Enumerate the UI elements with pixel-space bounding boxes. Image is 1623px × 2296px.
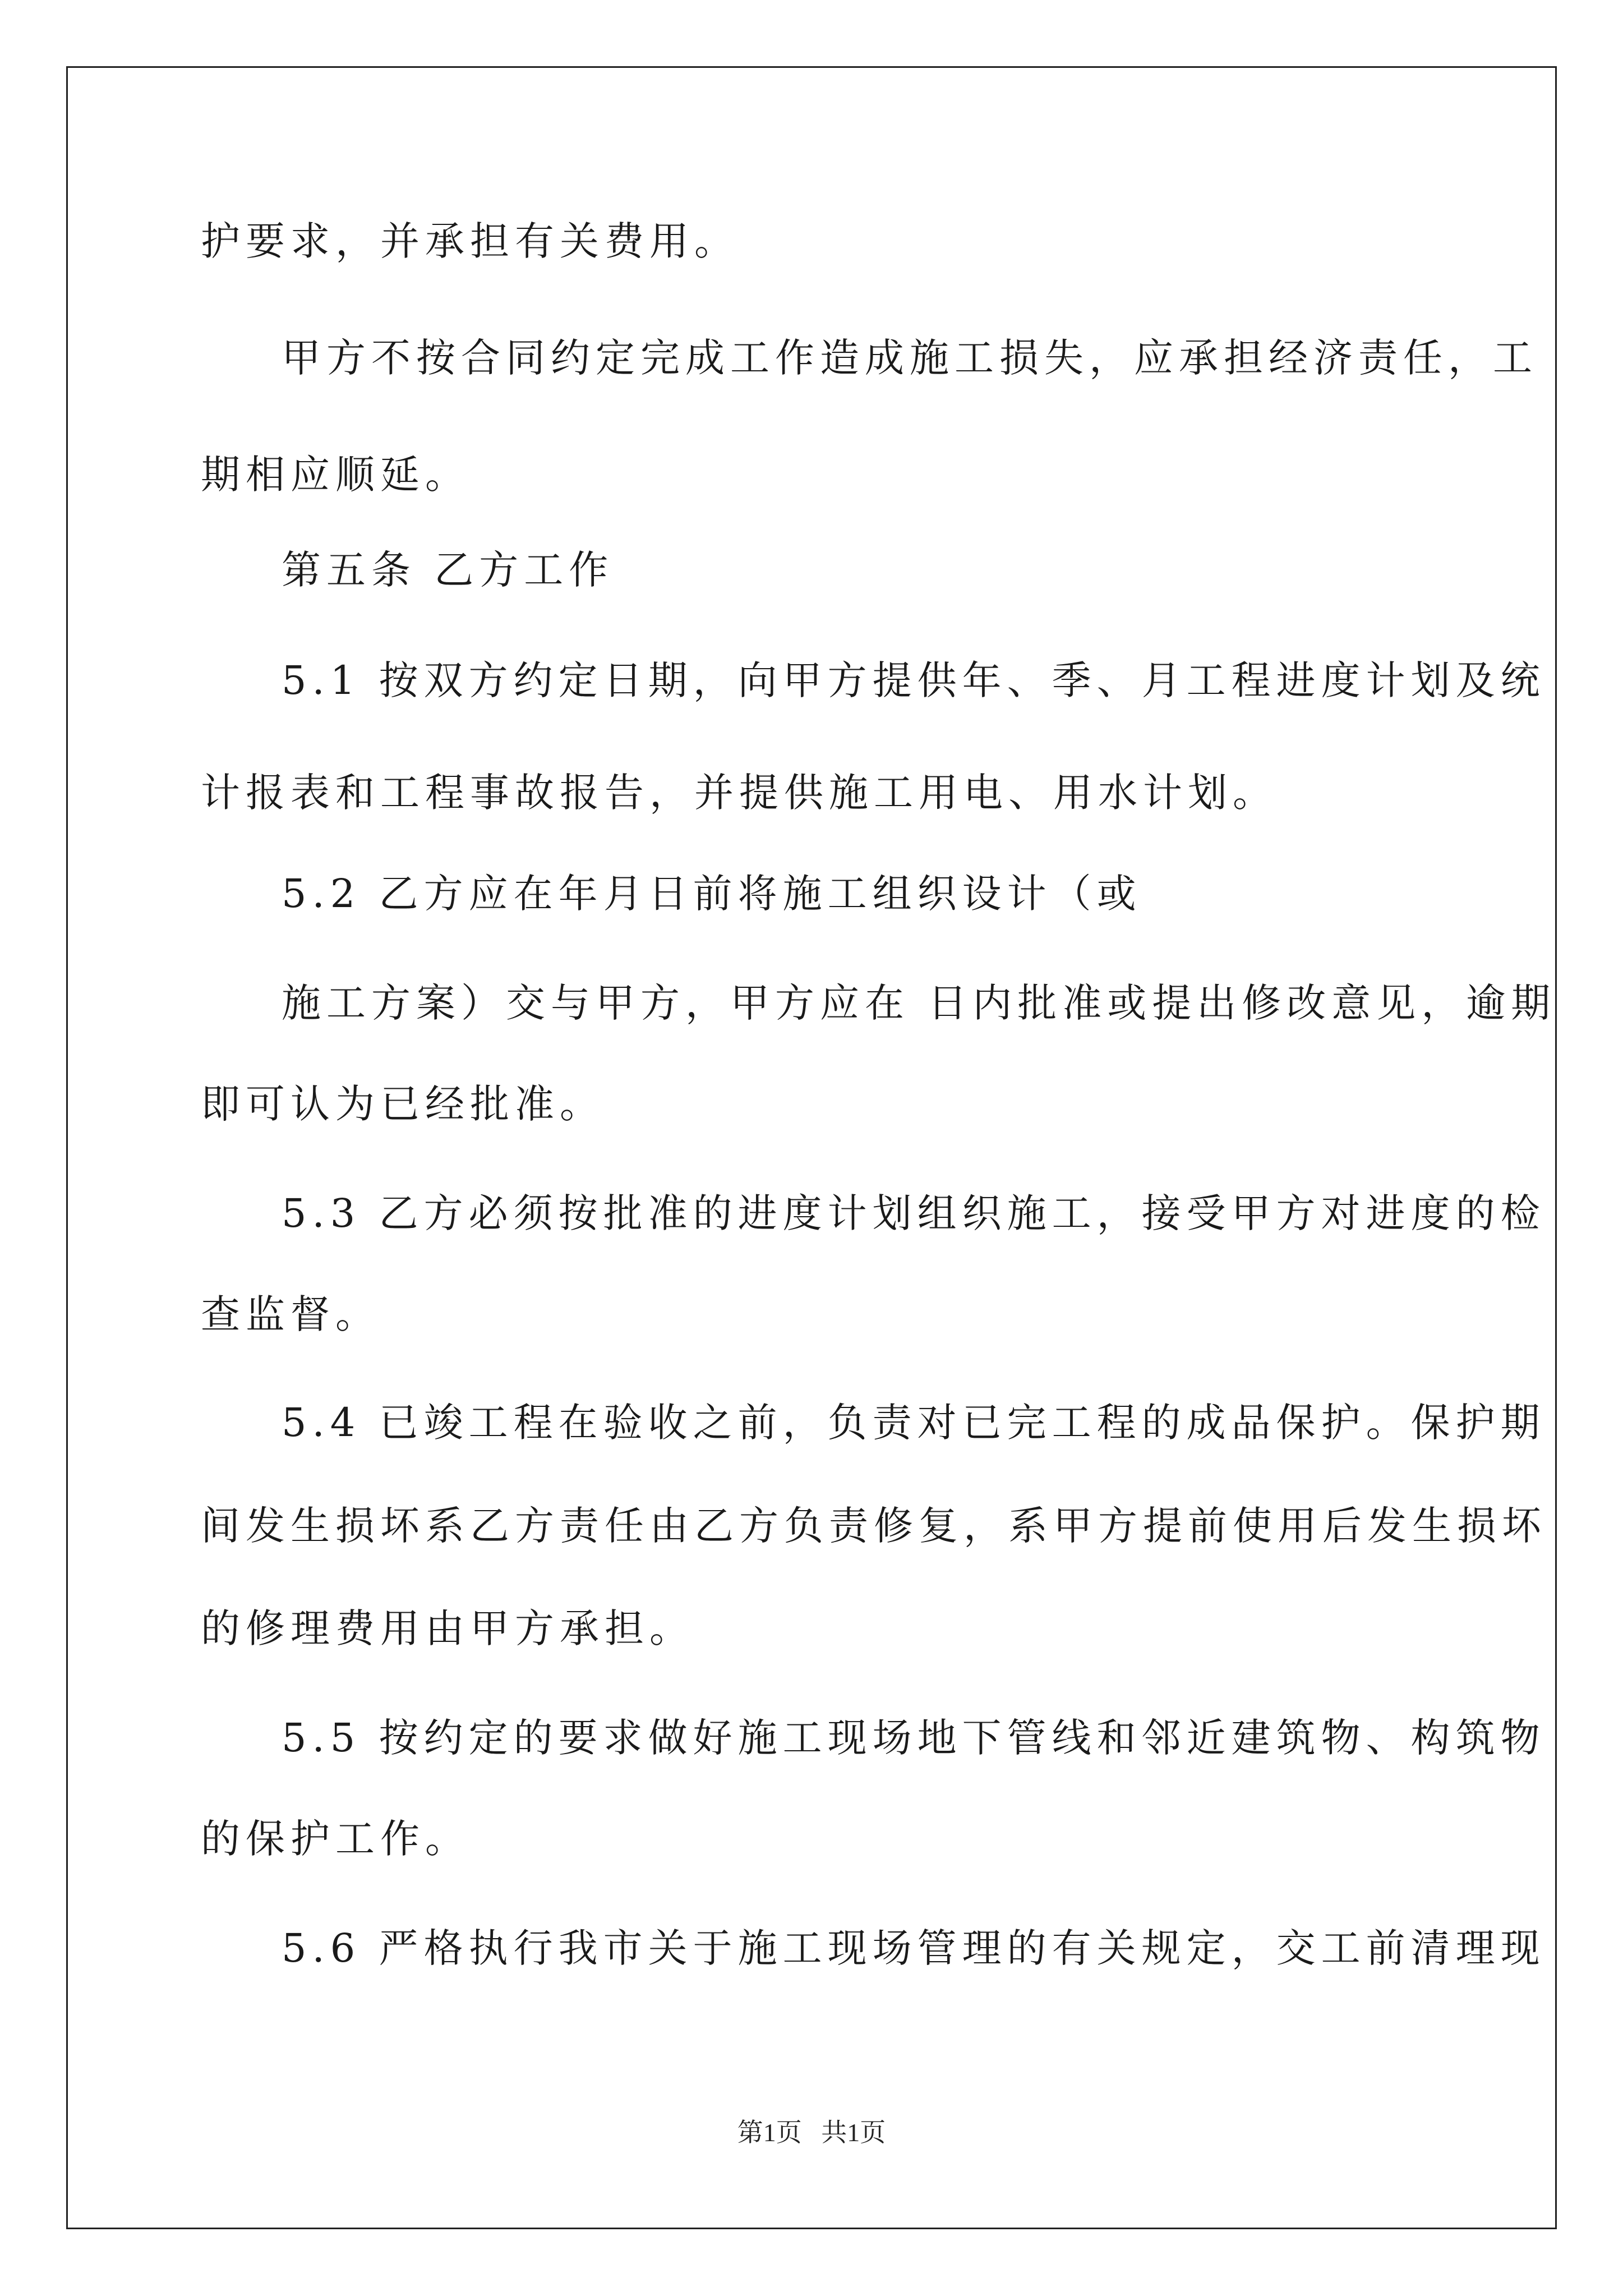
body-line: 即可认为已经批准。 [201,1081,605,1127]
section-heading: 第五条 乙方工作 [282,547,614,593]
body-line: 间发生损坏系乙方责任由乙方负责修复，系甲方提前使用后发生损坏 [201,1503,1547,1549]
body-line: 5.2 乙方应在年月日前将施工组织设计（或 [282,871,1142,917]
body-line: 5.5 按约定的要求做好施工现场地下管线和邻近建筑物、构筑物 [282,1715,1546,1761]
body-line: 期相应顺延。 [201,452,470,498]
body-line: 计报表和工程事故报告，并提供施工用电、用水计划。 [201,770,1278,816]
body-line: 的保护工作。 [201,1816,470,1862]
body-line: 5.6 严格执行我市关于施工现场管理的有关规定，交工前清理现 [282,1925,1546,1971]
body-line: 5.1 按双方约定日期，向甲方提供年、季、月工程进度计划及统 [282,657,1546,703]
body-line: 护要求，并承担有关费用。 [201,218,739,264]
body-line: 5.3 乙方必须按批准的进度计划组织施工，接受甲方对进度的检 [282,1190,1546,1236]
page-frame [66,66,1557,2229]
page-number-footer: 第1页 共1页 [737,2118,886,2147]
body-line: 甲方不按合同约定完成工作造成施工损失，应承担经济责任，工 [282,335,1538,381]
body-line: 查监督。 [201,1291,380,1337]
body-line: 的修理费用由甲方承担。 [201,1605,694,1651]
body-line: 5.4 已竣工程在验收之前，负责对已完工程的成品保护。保护期 [282,1400,1546,1446]
body-line: 施工方案）交与甲方，甲方应在 日内批准或提出修改意见，逾期 [282,980,1556,1026]
